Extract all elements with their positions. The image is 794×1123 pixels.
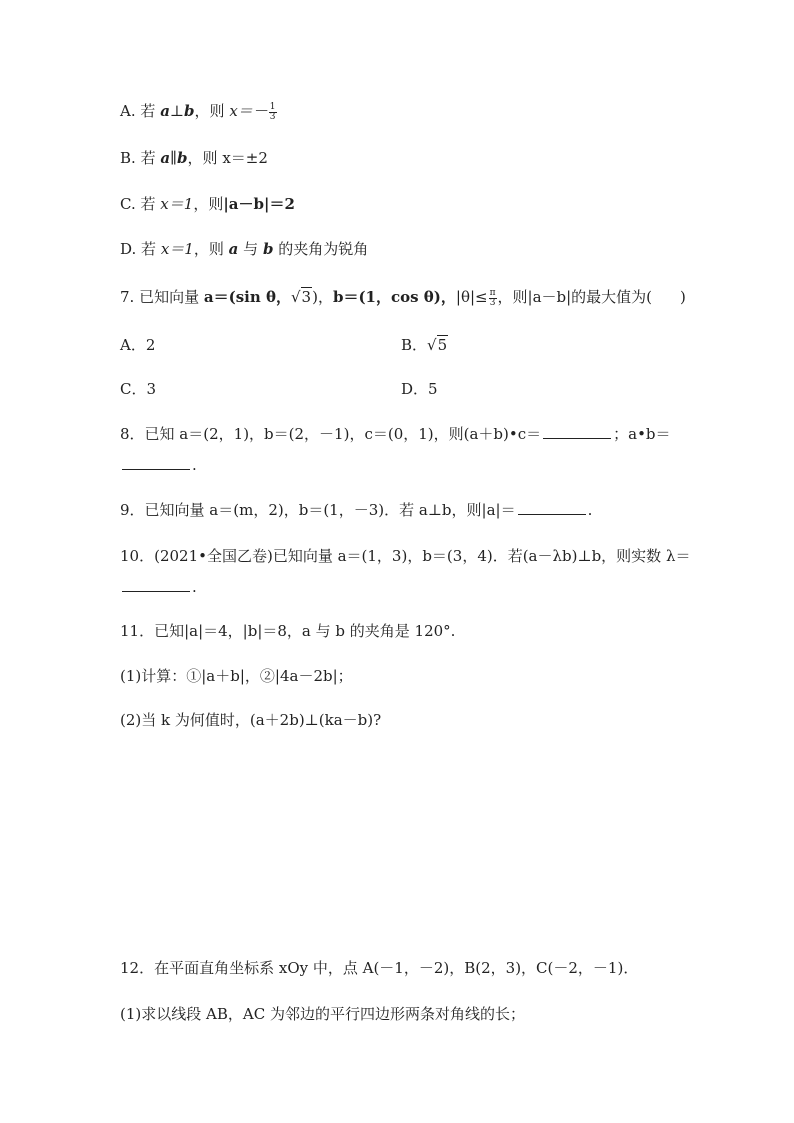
answer-blank [518, 500, 586, 515]
question-8: 8．已知 a＝(2，1)，b＝(2，－1)，c＝(0，1)，则(a＋b)•c＝ ；a•b＝ [120, 425, 671, 443]
sqrt-3: √3 [290, 288, 312, 306]
option-7a: A．2 [120, 336, 156, 354]
question-11: 11．已知|a|＝4，|b|＝8，a 与 b 的夹角是 120°. [120, 622, 456, 640]
question-8-cont: . [120, 455, 197, 475]
question-7: 7. 已知向量 a＝(sin θ，√3)，b＝(1，cos θ)，|θ|≤ $\frac{\pi}{3}$ ，则|a－b|的最大值为( ) [120, 287, 686, 308]
answer-blank [543, 424, 611, 439]
option-7c: C．3 [120, 380, 157, 398]
sqrt-5: √5 [427, 336, 448, 354]
question-12: 12．在平面直角坐标系 xOy 中，点 A(－1，－2)，B(2，3)，C(－2，－1)． [120, 959, 639, 977]
fraction: $\frac{1}{3}$ [269, 101, 276, 122]
question-12-part1: (1)求以线段 AB，AC 为邻边的平行四边形两条对角线的长； [120, 1005, 525, 1023]
option-6d: D. 若 x＝1，则 a 与 b 的夹角为锐角 [120, 240, 369, 258]
question-11-part2: (2)当 k 为何值时，(a＋2b)⊥(ka－b)? [120, 711, 382, 729]
question-11-part1: (1)计算：①|a＋b|，②|4a－2b|； [120, 667, 353, 685]
answer-blank [122, 455, 190, 470]
option-6a: A. 若 a⊥b，则 x＝－ $\frac{1}{3}$ [120, 101, 276, 122]
question-10-cont: . [120, 577, 197, 597]
fraction-pi-3: $\frac{\pi}{3}$ [489, 287, 496, 308]
option-7d: D．5 [401, 380, 438, 398]
option-6b: B. 若 a∥b，则 x＝±2 [120, 149, 268, 167]
question-10: 10．(2021•全国乙卷)已知向量 a＝(1，3)，b＝(3，4)．若(a－λb)⊥b，则实数 λ＝ [120, 547, 691, 565]
option-6c: C. 若 x＝1，则|a－b|＝2 [120, 195, 295, 213]
option-7b: B．√5 [401, 336, 448, 354]
answer-blank [122, 577, 190, 592]
question-9: 9．已知向量 a＝(m，2)，b＝(1，－3)．若 a⊥b，则|a|＝ . [120, 501, 593, 519]
